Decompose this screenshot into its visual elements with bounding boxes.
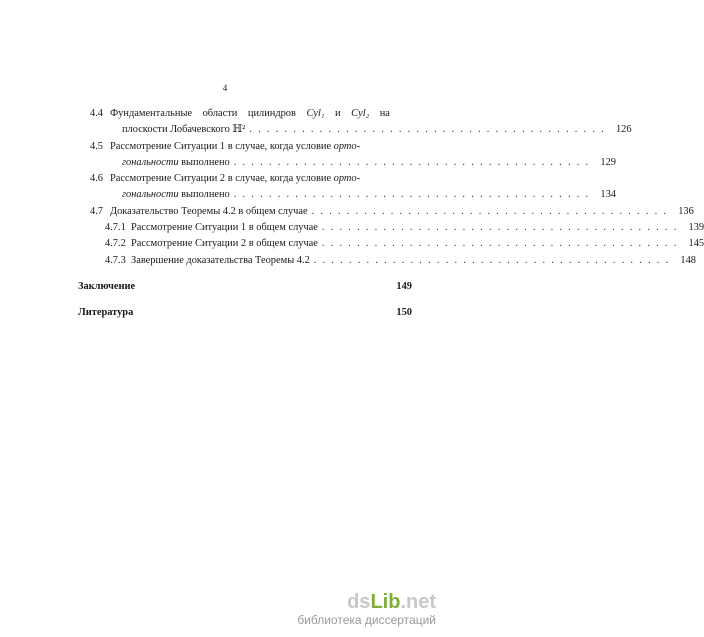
section-title-emphasis: гональности [122,156,179,168]
toc-entry-4-7-3-line [105,253,696,269]
watermark-logo-ds: ds [347,591,371,613]
watermark-logo-net: .net [400,591,436,613]
subsection-number: 4.7.2 [105,238,126,250]
toc-entry-4-7-1[interactable] [78,220,704,236]
toc-entry-4-4[interactable] [78,106,632,139]
leader-dots: . . . . . . . . . . . . . . . . . . . . . . . . . . . . . . . . . . . . . . . . . [233,156,590,168]
section-title-line2: выполнено [178,189,230,201]
page-ref: 129 [600,156,616,168]
toc-entry-4-6-line2 [90,187,616,203]
section-title: Доказательство Теоремы 4.2 в общем случае [110,205,308,217]
section-title-emphasis: орто- [333,140,361,152]
title-word: области [202,108,238,119]
section-title-line1: Рассмотрение Ситуации 1 в случае, когда условие [110,140,334,152]
subsection-title: Рассмотрение Ситуации 1 в общем случае [131,222,318,234]
leader-dots: . . . . . . . . . . . . . . . . . . . . . . . . . . . . . . . . . . . . . . . . . [313,254,670,266]
subsection-title: Завершение доказательства Теоремы 4.2 [131,254,310,266]
watermark-subtitle: библиотека диссертаций [297,613,436,627]
section-number: 4.4 [90,108,103,119]
page-ref: 145 [688,238,704,250]
toc-entry-4-5-line2 [90,155,616,171]
watermark-logo [297,592,436,612]
toc-entry-conclusion[interactable] [78,279,412,295]
chapter-title: Литература [78,307,134,319]
page-ref: 136 [678,205,694,217]
section-number: 4.5 [90,140,103,152]
section-number: 4.6 [90,173,103,185]
page-ref: 150 [396,307,412,319]
chapter-title: Заключение [78,280,136,292]
watermark-logo-lib: Lib [370,591,401,613]
leader-dots: . . . . . . . . . . . . . . . . . . . . . . . . . . . . . . . . . . . . . . . . . [321,238,679,250]
toc-entry-4-7-3[interactable] [78,253,696,269]
page-ref: 149 [396,280,412,292]
leader-dots: . . . . . . . . . . . . . . . . . . . . . . . . . . . . . . . . . . . . . . . . . [321,222,679,234]
page-ref: 126 [615,124,632,136]
toc-entry-conclusion-line [78,279,412,295]
title-word: цилиндров [247,108,296,119]
math-cyl2: Cyl₂ [351,108,370,119]
toc-entry-4-4-line2 [90,122,632,138]
section-title-line1 [110,106,412,122]
toc-entry-literature-line [78,305,412,321]
toc-entry-4-7-1-line [105,220,704,236]
section-title-emphasis: гональности [122,189,179,201]
toc-entry-4-6[interactable] [78,171,616,204]
section-number: 4.7 [90,205,103,217]
section-title-line2: выполнено [178,156,230,168]
toc-entry-4-7[interactable] [78,204,694,220]
leader-dots: . . . . . . . . . . . . . . . . . . . . . . . . . . . . . . . . . . . . . . . . . [311,205,668,217]
leader-dots: . . . . . . . . . . . . . . . . . . . . . . . . . . . . . . . . . . . . . . . . . [233,189,590,201]
title-word: на [379,108,390,119]
toc-entry-4-5[interactable] [78,139,616,172]
table-of-contents [78,106,704,322]
page-ref: 148 [680,254,696,266]
subsection-title: Рассмотрение Ситуации 2 в общем случае [131,238,318,250]
dslib-watermark [297,592,436,627]
toc-entry-4-7-2-line [105,236,704,252]
leader-dots: . . . . . . . . . . . . . . . . . . . . . . . . . . . . . . . . . . . . . . . . . [249,124,606,136]
title-word: Фундаментальные [110,108,193,119]
section-title-emphasis: орто- [333,173,361,185]
page-ref: 134 [600,189,616,201]
toc-entry-4-7-2[interactable] [78,236,704,252]
page-ref: 139 [688,222,704,234]
toc-entry-literature[interactable] [78,305,412,321]
math-cyl1: Cyl₁ [306,108,325,119]
subsection-number: 4.7.1 [105,222,126,234]
toc-entry-4-5-line1 [90,139,412,155]
toc-entry-4-4-line1 [90,106,412,122]
section-title-line1: Рассмотрение Ситуации 2 в случае, когда условие [110,173,334,185]
toc-entry-4-7-line [90,204,694,220]
title-word: и [335,108,341,119]
page-number: 4 [222,83,228,93]
toc-entry-4-6-line1 [90,171,412,187]
subsection-number: 4.7.3 [105,254,126,266]
section-title-line2: плоскости Лобачевского ℍ² [122,124,246,136]
